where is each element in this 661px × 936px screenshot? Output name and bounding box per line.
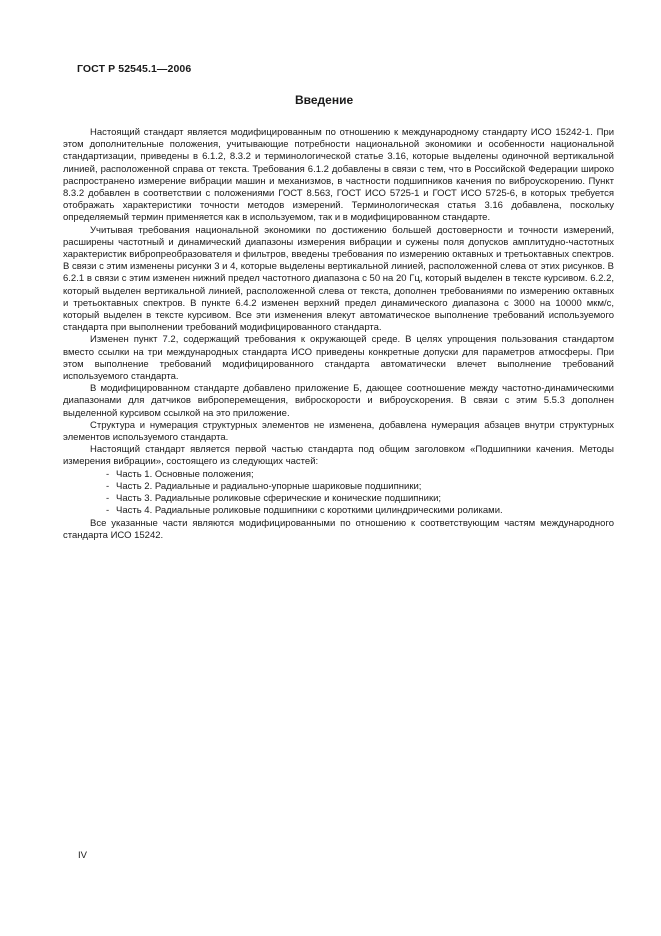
part-label: Часть 1. Основные положения;	[116, 468, 254, 480]
list-item: - Часть 3. Радиальные роликовые сферические и конические подшипники;	[106, 493, 442, 505]
paragraph-annex-b: В модифицированном стандарте добавлено приложение Б, дающее соотношение между частотно-динамическими диапазонами для датчиков виброперемещения, виброскорости и виброускорения. В связи с этим 5.5.3 дополнен выделенной курсивом ссылкой на это приложение.	[63, 383, 614, 419]
standard-header: ГОСТ Р 52545.1—2006	[77, 63, 192, 75]
list-item: - Часть 4. Радиальные роликовые подшипники с короткими цилиндрическими роликами.	[106, 505, 503, 517]
introduction-body	[63, 127, 614, 542]
part-label: Часть 2. Радиальные и радиально-упорные шариковые подшипники;	[116, 480, 422, 492]
paragraph-closing: Все указанные части являются модифицированными по отношению к соответствующим частям международного стандарта ИСО 15242.	[63, 517, 614, 541]
paragraph-environment: Изменен пункт 7.2, содержащий требования к окружающей среде. В целях упрощения пользования стандартом вместо ссылки на три международных стандарта ИСО приведены конкретные допуски для параметров атмосферы. При этом выполнение требований модифицированного стандарта автоматически влечет выполнение требований используемого стандарта.	[63, 334, 614, 383]
parts-list	[63, 469, 614, 518]
part-label: Часть 3. Радиальные роликовые сферические и конические подшипники;	[116, 493, 442, 505]
part-label: Часть 4. Радиальные роликовые подшипники с короткими цилиндрическими роликами.	[116, 505, 503, 517]
list-item: - Часть 2. Радиальные и радиально-упорные шариковые подшипники;	[106, 480, 422, 492]
paragraph-modification: Настоящий стандарт является модифицированным по отношению к международному стандарту ИСО 15242-1. При этом дополнительные положения, учитывающие потребности национальной экономики и особенности национальной стандартизации, приведены в 6.1.2, 8.3.2 и терминологической статье 3.16, которые выделены одиночной вертикальной линией, расположенной справа от текста. Требования 6.1.2 добавлены в связи с тем, что в Российской Федерации широко распространено измерение вибрации машин и механизмов, в частности подшипников качения по виброускорению. Пункт 8.3.2 добавлен в соответствии с положениями ГОСТ 8.563, ГОСТ ИСО 5725-1 и ГОСТ ИСО 5725-6, в которых требуется отображать характеристики точности методов измерений. Терминологическая статья 3.16 добавлена, поскольку определяемый термин применяется как в используемом, так и в модифицированном стандарте.	[63, 127, 614, 224]
paragraph-parts-intro: Настоящий стандарт является первой частью стандарта под общим заголовком «Подшипники качения. Методы измерения вибрации», состоящего из следующих частей:	[63, 444, 614, 468]
section-title: Введение	[295, 93, 354, 107]
paragraph-structure: Структура и нумерация структурных элементов не изменена, добавлена нумерация абзацев внутри структурных элементов используемого стандарта.	[63, 419, 614, 444]
page-number: IV	[78, 850, 87, 861]
list-item: - Часть 1. Основные положения;	[106, 468, 254, 480]
paragraph-measurement-ranges: Учитывая требования национальной экономики по достижению большей достоверности и точности измерений, расширены частотный и динамический диапазоны измерения вибрации и сужены поля допусков амплитудно-частотных характеристик вибропреобразователя и фильтров, введены требования по измерению октавных и третьоктавных спектров. В связи с этим изменены рисунки 3 и 4, которые выделены вертикальной линией, расположенной слева от этих рисунков. В 6.2.1 в связи с этим изменен нижний предел частотного диапазона с 50 на 20 Гц, который выделен в тексте курсивом. 6.2.2, который выделен вертикальной линией, расположенной слева от текста, дополнен требованиями по измерению октавных и третьоктавных спектров. В пункте 6.4.2 изменен верхний предел динамического диапазона с 3000 на 10000 мкм/с, который выделен в тексте курсивом. Все эти изменения влекут автоматическое выполнение требований используемого стандарта при выполнении требований модифицированного стандарта.	[63, 224, 614, 334]
